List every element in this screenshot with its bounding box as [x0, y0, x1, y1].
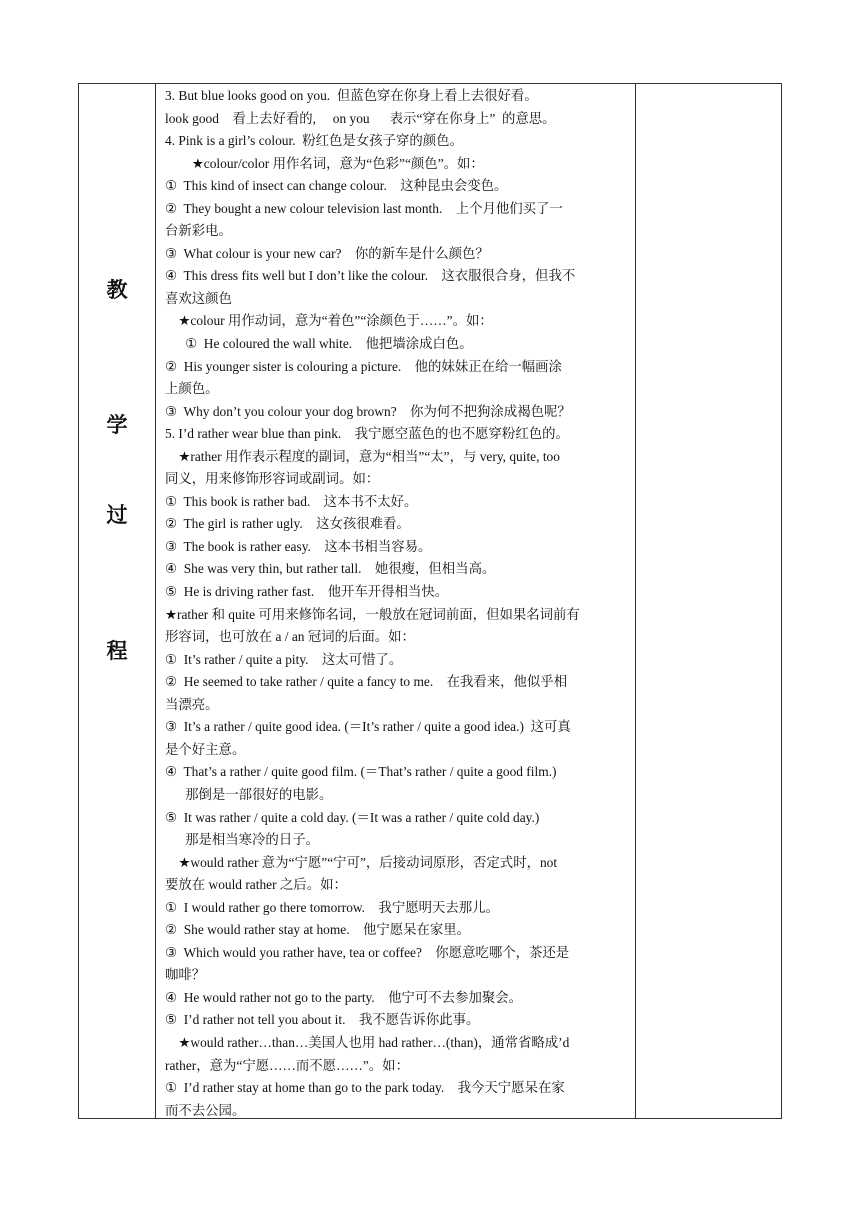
- content-line: 那倒是一部很好的电影。: [165, 786, 333, 802]
- content-line: ③ It’s a rather / quite good idea. (＝It’s rather / quite a good idea.) 这可真: [165, 719, 571, 735]
- content-line: ① I’d rather stay at home than go to the park today. 我今天宁愿呆在家: [165, 1080, 565, 1096]
- content-line: 同义，用来修饰形容词或副词。如：: [165, 471, 380, 487]
- content-line: ⑤ He is driving rather fast. 他开车开得相当快。: [165, 584, 449, 600]
- content-line: 5. I’d rather wear blue than pink. 我宁愿空蓝色的也不愿穿粉红色的。: [165, 426, 569, 442]
- content-line: 咖啡？: [165, 967, 206, 983]
- content-line: ③ The book is rather easy. 这本书相当容易。: [165, 538, 432, 554]
- content-line: ② They bought a new colour television last month. 上个月他们买了一: [165, 200, 563, 216]
- content-line: 那是相当寒冷的日子。: [165, 832, 319, 848]
- content-line: 是个好主意。: [165, 741, 246, 757]
- content-line: 喜欢这颜色: [165, 290, 232, 306]
- content-line: ③ What colour is your new car? 你的新车是什么颜色？: [165, 245, 489, 261]
- content-line: 台新彩电。: [165, 223, 232, 239]
- content-line: 当漂亮。: [165, 696, 219, 712]
- table-border-left: [78, 83, 79, 1119]
- content-line: ④ That’s a rather / quite good film. (＝That’s rather / quite a good film.): [165, 764, 557, 780]
- content-line: ① I would rather go there tomorrow. 我宁愿明天去那儿。: [165, 899, 499, 915]
- content-line: ★colour/color 用作名词，意为“色彩”“颜色”。如：: [165, 155, 484, 171]
- side-label-char: 过: [106, 503, 128, 527]
- content-line: ★rather 和 quite 可用来修饰名词，一般放在冠词前面，但如果名词前有: [165, 606, 580, 622]
- side-label-char: 程: [106, 639, 128, 663]
- lesson-content: [165, 85, 632, 1122]
- column-divider-2: [635, 83, 636, 1119]
- column-divider-1: [155, 83, 156, 1119]
- content-line: 3. But blue looks good on you. 但蓝色穿在你身上看上去很好看。: [165, 88, 538, 103]
- content-line: ④ This dress fits well but I don’t like the colour. 这衣服很合身，但我不: [165, 268, 576, 284]
- content-line: ⑤ I’d rather not tell you about it. 我不愿告诉你此事。: [165, 1012, 480, 1028]
- side-label-char: 学: [106, 413, 128, 437]
- content-line: ② His younger sister is colouring a picture. 他的妹妹正在给一幅画涂: [165, 358, 562, 374]
- table-border-right: [781, 83, 782, 1119]
- table-border-top: [78, 83, 782, 84]
- content-line: ★would rather 意为“宁愿”“宁可”，后接动词原形，否定式时，not: [165, 854, 558, 870]
- content-line: ⑤ It was rather / quite a cold day. (＝It was a rather / quite cold day.): [165, 809, 540, 825]
- content-line: ① This book is rather bad. 这本书不太好。: [165, 493, 418, 509]
- content-line: look good 看上去好看的, on you 表示“穿在你身上” 的意思。: [165, 110, 556, 126]
- content-line: rather，意为“宁愿……而不愿……”。如：: [165, 1057, 409, 1073]
- content-line: ★colour 用作动词，意为“着色”“涂颜色于……”。如：: [165, 313, 493, 329]
- content-line: ① It’s rather / quite a pity. 这太可惜了。: [165, 651, 403, 667]
- content-line: ④ He would rather not go to the party. 他宁可不去参加聚会。: [165, 989, 523, 1005]
- content-line: 4. Pink is a girl’s colour. 粉红色是女孩子穿的颜色。: [165, 133, 463, 149]
- content-line: ① He coloured the wall white. 他把墙涂成白色。: [165, 336, 473, 352]
- content-line: 而不去公园。: [165, 1102, 246, 1118]
- content-line: ② He seemed to take rather / quite a fancy to me. 在我看来，他似乎相: [165, 674, 568, 690]
- content-line: ③ Why don’t you colour your dog brown? 你为何不把狗涂成褐色呢？: [165, 403, 571, 419]
- content-line: 上颜色。: [165, 381, 219, 397]
- content-line: 要放在 would rather 之后。如：: [165, 877, 347, 893]
- content-line: ② She would rather stay at home. 他宁愿呆在家里。: [165, 922, 471, 938]
- side-label-char: 教: [106, 278, 128, 302]
- content-line: ② The girl is rather ugly. 这女孩很难看。: [165, 516, 410, 532]
- content-line: 形容词，也可放在 a / an 冠词的后面。如：: [165, 629, 415, 645]
- content-line: ④ She was very thin, but rather tall. 她很瘦，但相当高。: [165, 561, 496, 577]
- content-line: ★rather 用作表示程度的副词，意为“相当”“太”，与 very, quite, too: [165, 448, 560, 464]
- lesson-table: [78, 83, 782, 1119]
- content-line: ③ Which would you rather have, tea or coffee? 你愿意吃哪个，茶还是: [165, 944, 570, 960]
- content-line: ★would rather…than…美国人也用 had rather…(than)，通常省略成’d: [165, 1034, 570, 1050]
- content-line: ① This kind of insect can change colour. 这种昆虫会变色。: [165, 178, 508, 194]
